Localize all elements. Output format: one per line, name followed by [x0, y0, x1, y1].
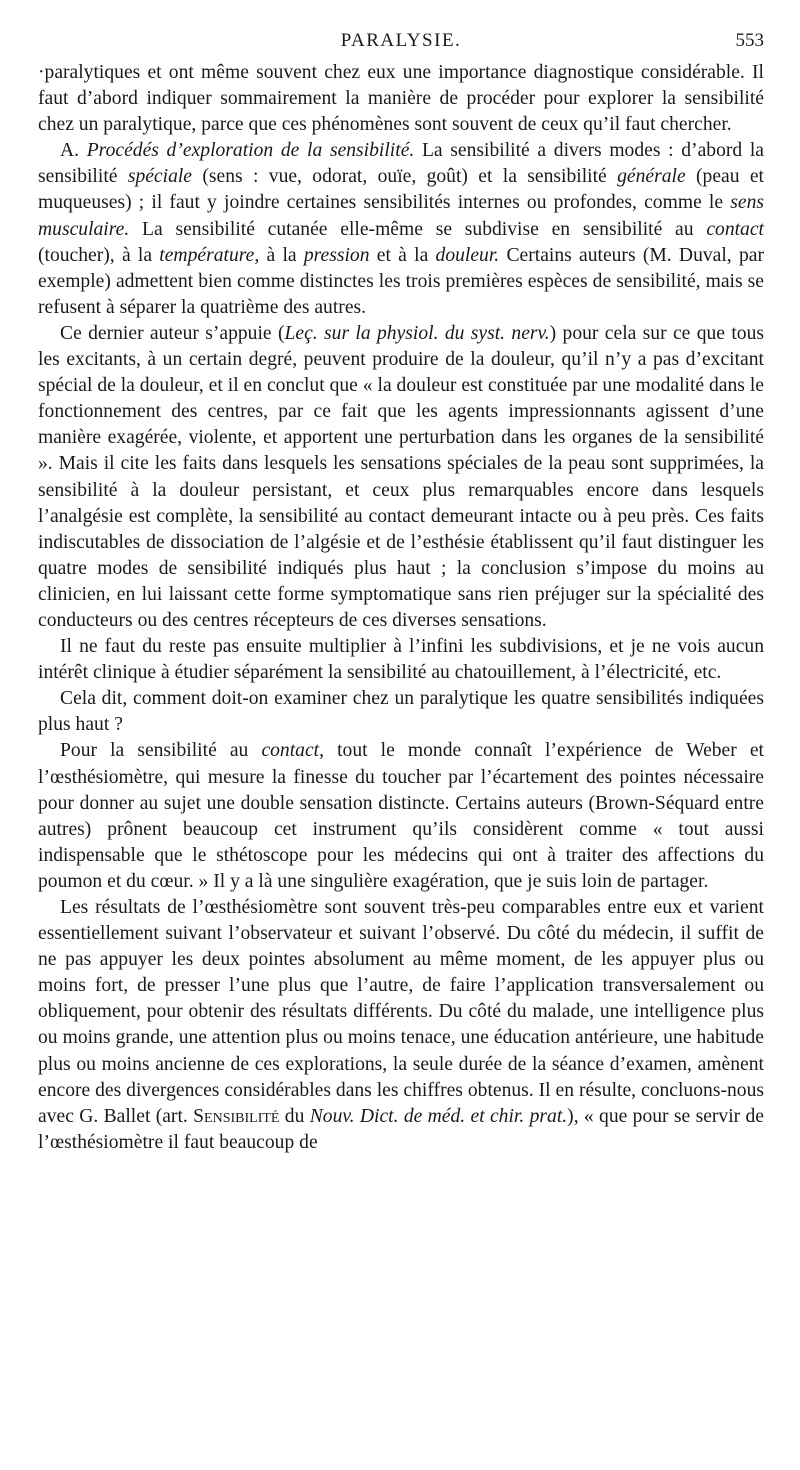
page-number: 553 [735, 30, 764, 51]
italic-term: contact [706, 218, 764, 240]
paragraph-3 [38, 321, 764, 634]
body-text [38, 60, 764, 1156]
text-run: du [279, 1105, 310, 1127]
text-run: (sens : vue, odorat, ouïe, goût) et la sensibilité [192, 166, 618, 188]
italic-term: pression [303, 244, 370, 266]
section-letter: A. [60, 140, 87, 162]
paragraph-5: Cela dit, comment doit-on examiner chez un paralytique les quatre sensibilités indiquées plus haut ? [38, 688, 764, 736]
text-run: Certains auteurs (M. Duval, par exemple) admettent bien comme distinctes les trois premières espèces de sensibilité, mais se refusent à séparer la quatrième des autres. [38, 244, 764, 318]
italic-term: sens musculaire. [38, 192, 764, 240]
paragraph-2 [38, 138, 764, 321]
text-run: et à la [369, 244, 436, 266]
text-run: Les résultats de l’œsthésiomètre sont souvent très-peu comparables entre eux et varient essentiellement suivant l’observateur et suivant l’observé. Du côté du médecin, il suffit de ne pas appuyer les deux pointes absolument au même moment, de les appuyer plus ou moins fort, de presser l’une plus que l’autre, de faire l’application transversalement ou obliquement, pour obtenir des résultats différents. Du côté du malade, une intelligence plus ou moins grande, une attention plus ou moins tenace, une éducation antérieure, une habitude plus ou moins ancienne de ces explorations, la seule durée de la séance d’examen, amènent encore des divergences considérables dans les chiffres obtenus. Il en résulte, concluons-nous avec G. Ballet (art. [38, 897, 764, 1127]
running-title: PARALYSIE. [340, 30, 462, 51]
text-run: tout le monde connaît l’expérience de Weber et l’œsthésiomètre, qui mesure la finesse du toucher par l’écartement des pointes nécessaire pour donner au sujet une double sensation distincte. Certains auteurs (Brown-Séquard entre autres) prônent beaucoup cet instrument qu’ils considèrent comme « tout aussi indispensable que le sthétoscope pour les médecins qui ont à traiter des affections du poumon et du cœur. » Il y a là une singulière exagération, que je suis loin de partager. [38, 740, 765, 892]
text-run: Pour la sensibilité au [60, 740, 262, 762]
text-run: (peau et muqueuses) ; il faut y joindre certaines sensibilités internes ou profondes, comme le [38, 166, 765, 214]
text-run: La sensibilité cutanée elle-même se subdivise en sensibilité au [129, 218, 707, 240]
italic-term: contact, [261, 740, 325, 762]
paragraph-6 [38, 738, 764, 895]
paragraph-1: ·paralytiques et ont même souvent chez eux une importance diagnostique considérable. Il faut d’abord indiquer sommairement la manière de procéder pour explorer la sensibilité chez un paralytique, parce que ces phénomènes sont souvent de ceux qu’il faut chercher. [38, 62, 764, 136]
text-run: ) pour cela sur ce que tous les excitants, à un certain degré, peuvent produire de la douleur, qu’il n’y a pas d’excitant spécial de la douleur, et il en conclut que « la douleur est constituée par une modalité dans le fonctionnement des centres, par ce fait que les agents impressionnants agissent d’une manière exagérée, violente, et apportent une perturbation dans les organes de la sensibilité ». Mais il cite les faits dans lesquels les sensations spéciales de la peau sont supprimées, la sensibilité à la douleur persistant, et ceux plus remarquables encore dans lesquels l’analgésie est complète, la sensibilité au contact demeurant intacte ou à peu près. Ces faits indiscutables de dissociation de l’algésie et de l’esthésie établissent qu’il faut distinguer les quatre modes de sensibilité indiqués plus haut ; la conclusion s’impose du moins au clinicien, en lui laissant cette forme symptomatique sans rien préjuger sur la spécialité des conducteurs ou des centres récepteurs de ces diverses sensations. [38, 322, 764, 631]
paragraph-4: Il ne faut du reste pas ensuite multiplier à l’infini les subdivisions, et je ne vois aucun intérêt clinique à étudier séparément la sensibilité au chatouillement, à l’électricité, etc. [38, 636, 764, 684]
text-run: à la [259, 244, 304, 266]
citation: Leç. sur la physiol. du syst. nerv. [284, 322, 550, 344]
citation: Nouv. Dict. de méd. et chir. prat. [309, 1105, 568, 1127]
text-run: (toucher), à la [38, 244, 160, 266]
small-caps-term: Sensibilité [193, 1105, 280, 1127]
section-heading: Procédés d’exploration de la sensibilité. [86, 140, 415, 162]
running-header [38, 26, 764, 60]
text-run: Ce dernier auteur s’appuie ( [60, 322, 285, 344]
paragraph-7 [38, 895, 764, 1156]
text-run: La sensibilité a divers modes : d’abord la sensibilité [38, 140, 764, 188]
italic-term: spéciale [127, 166, 193, 188]
italic-term: douleur. [435, 244, 500, 266]
text-run: ), « que pour se servir de l’œsthésiomètre il faut beaucoup de [38, 1105, 764, 1153]
italic-term: température, [159, 244, 260, 266]
italic-term: générale [617, 166, 686, 188]
